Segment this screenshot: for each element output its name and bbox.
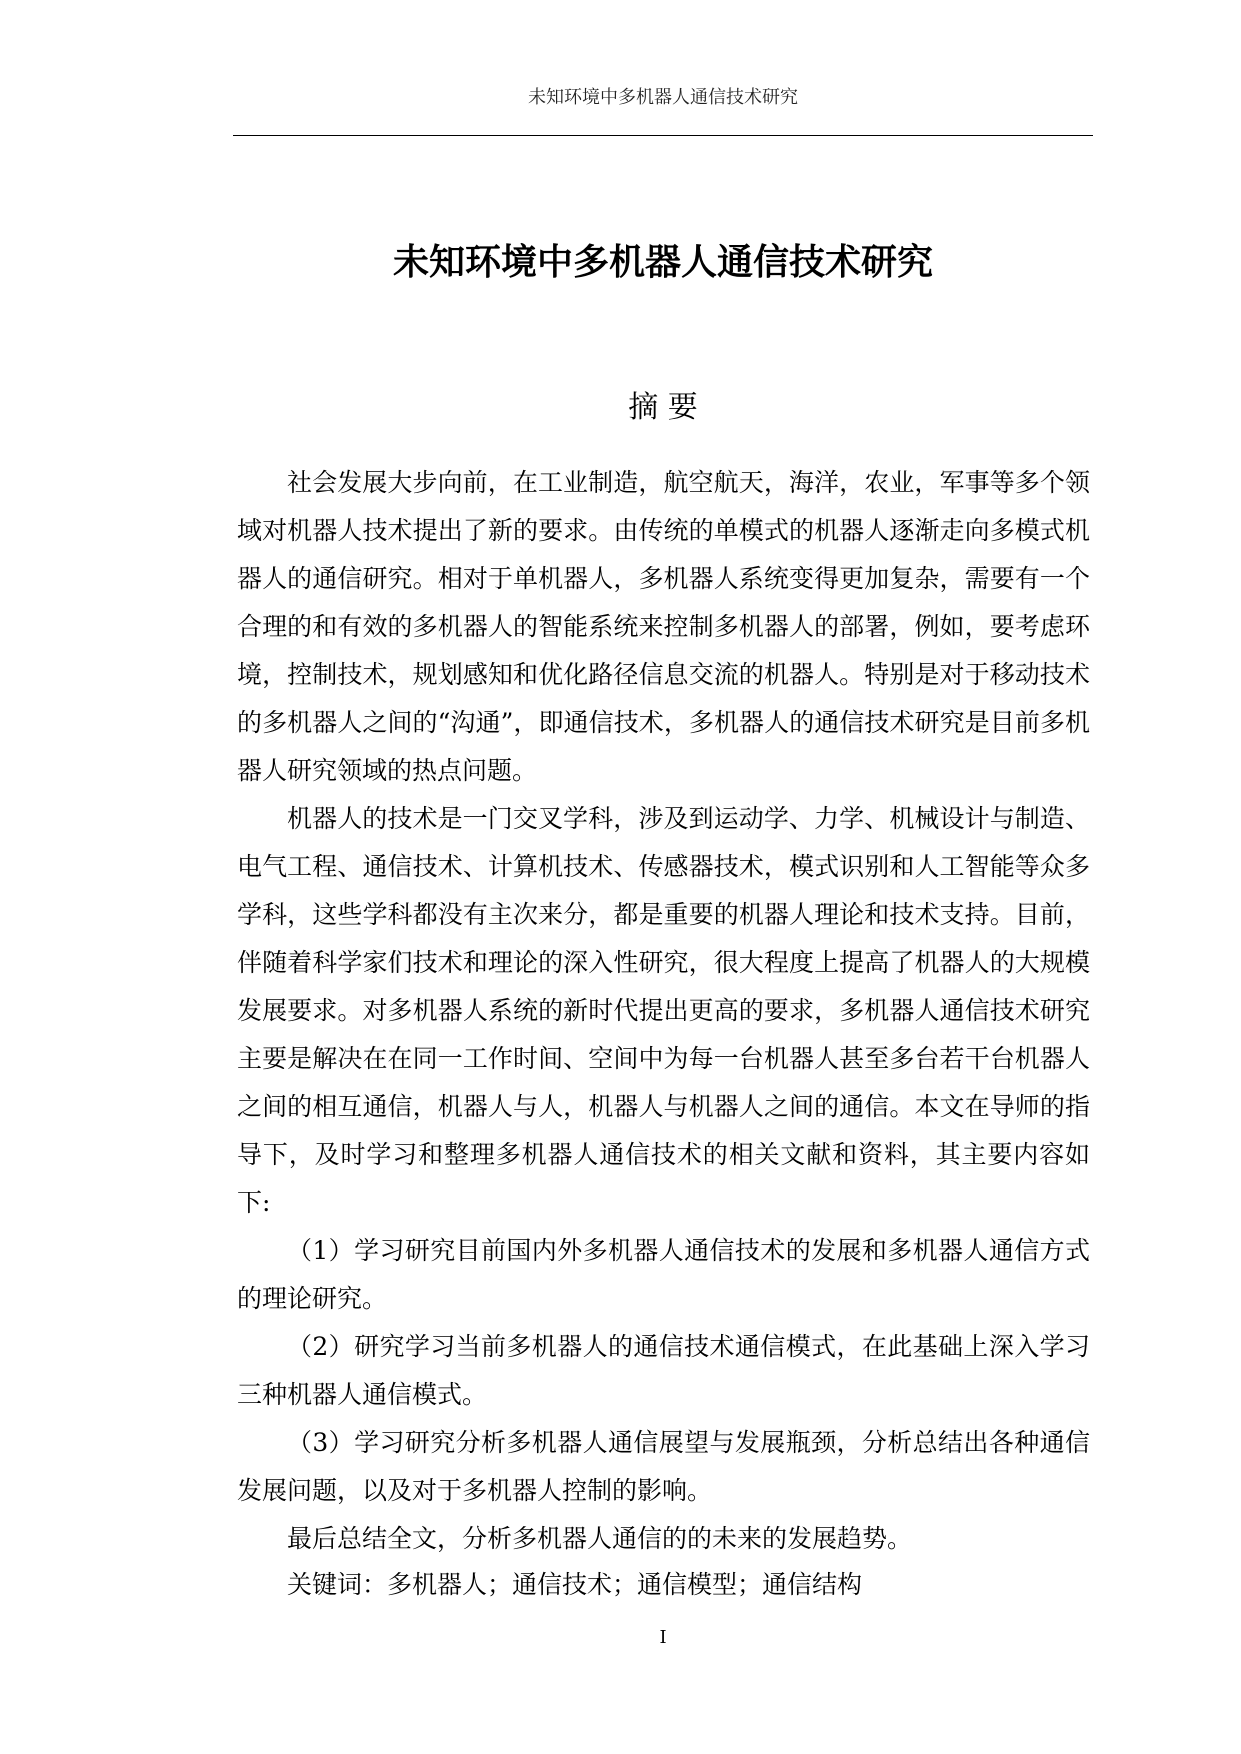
header-rule: [233, 135, 1093, 136]
abstract-list-item: （1）学习研究目前国内外多机器人通信技术的发展和多机器人通信方式的理论研究。: [237, 1236, 1090, 1313]
page-number: I: [659, 1627, 667, 1648]
keywords-line: 关键词：多机器人；通信技术；通信模型；通信结构: [287, 1570, 863, 1599]
abstract-body: [237, 459, 1090, 1607]
abstract-heading: 摘 要: [628, 390, 698, 425]
abstract-list-item: （3）学习研究分析多机器人通信展望与发展瓶颈，分析总结出各种通信发展问题，以及对于多机器人控制的影响。: [237, 1428, 1090, 1505]
abstract-closing: 最后总结全文，分析多机器人通信的的未来的发展趋势。: [287, 1524, 913, 1553]
abstract-paragraph: 机器人的技术是一门交叉学科，涉及到运动学、力学、机械设计与制造、电气工程、通信技术、计算机技术、传感器技术，模式识别和人工智能等众多学科，这些学科都没有主次来分，都是重要的机器人理论和技术支持。目前，伴随着科学家们技术和理论的深入性研究，很大程度上提高了机器人的大规模发展要求。对多机器人系统的新时代提出更高的要求，多机器人通信技术研究主要是解决在在同一工作时间、空间中为每一台机器人甚至多台若干台机器人之间的相互通信，机器人与人，机器人与机器人之间的通信。本文在导师的指导下，及时学习和整理多机器人通信技术的相关文献和资料，其主要内容如下:: [237, 804, 1090, 1217]
running-header: 未知环境中多机器人通信技术研究: [528, 87, 798, 108]
document-title: 未知环境中多机器人通信技术研究: [392, 242, 933, 283]
abstract-list-item: （2）研究学习当前多机器人的通信技术通信模式，在此基础上深入学习三种机器人通信模式。: [237, 1332, 1090, 1409]
abstract-paragraph: 社会发展大步向前，在工业制造，航空航天，海洋，农业，军事等多个领域对机器人技术提出了新的要求。由传统的单模式的机器人逐渐走向多模式机器人的通信研究。相对于单机器人，多机器人系统变得更加复杂，需要有一个合理的和有效的多机器人的智能系统来控制多机器人的部署，例如，要考虑环境，控制技术，规划感知和优化路径信息交流的机器人。特别是对于移动技术的多机器人之间的“沟通”，即通信技术，多机器人的通信技术研究是目前多机器人研究领域的热点问题。: [237, 468, 1090, 785]
